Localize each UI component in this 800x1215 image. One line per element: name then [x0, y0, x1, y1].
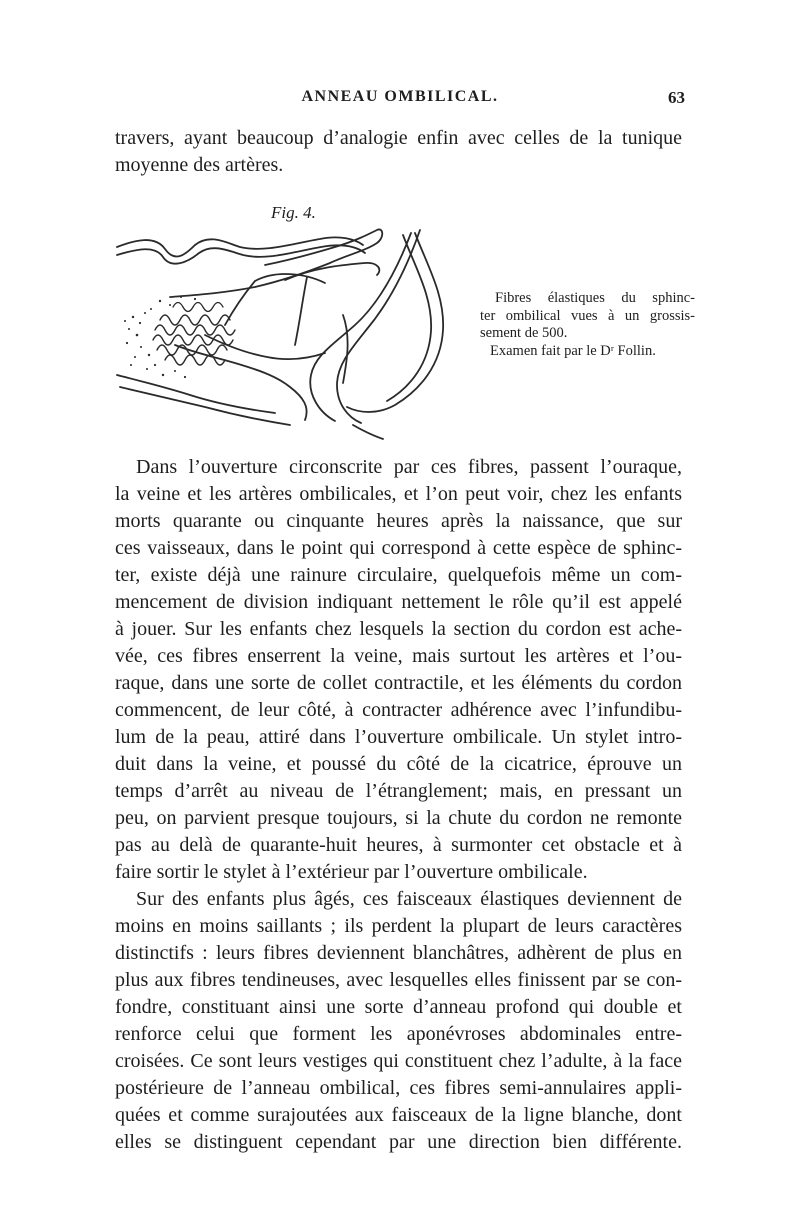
paragraph2-line: moins en moins saillants ; ils perdent la plupart de leurs caractères: [115, 915, 682, 937]
paragraph1-line: mencement de division indiquant nettement le rôle qu’il est appelé: [115, 591, 682, 613]
paragraph1-line: lum de la peau, attiré dans l’ouverture ombilicale. Un stylet intro-: [115, 726, 682, 748]
paragraph1-line: pas au delà de quarante-huit heures, à surmonter cet obstacle et à: [115, 834, 682, 856]
paragraph1-line: ter, existe déjà une rainure circulaire, quelquefois même un com-: [115, 564, 682, 586]
paragraph1-line: la veine et les artères ombilicales, et l’on peut voir, chez les enfants: [115, 483, 682, 505]
page-number: 63: [668, 88, 685, 107]
paragraph1-line: commencent, de leur côté, à contracter adhérence avec l’infundibu-: [115, 699, 682, 721]
intro-line: moyenne des artères.: [115, 154, 284, 176]
paragraph1-line: peu, on parvient presque toujours, si la chute du cordon ne remonte: [115, 807, 682, 829]
figure-label: Fig. 4.: [271, 203, 316, 222]
paragraph2-line: plus aux fibres tendineuses, avec lesquelles elles finissent par se con-: [115, 969, 682, 991]
paragraph2-line: croisées. Ce sont leurs vestiges qui constituent chez l’adulte, à la face: [115, 1050, 682, 1072]
figure-illustration: [115, 225, 470, 440]
caption-line: Fibres élastiques du sphinc-: [495, 290, 695, 306]
caption-line: ter ombilical vues à un grossis-: [480, 307, 695, 324]
page-header: [115, 88, 685, 112]
paragraph2-line: distinctifs : leurs fibres deviennent blanchâtres, adhèrent de plus en: [115, 942, 682, 964]
paragraph1-line: temps d’arrêt au niveau de l’étranglement; mais, en pressant un: [115, 780, 682, 802]
paragraph1-line: vée, ces fibres enserrent la veine, mais surtout les artères et l’ou-: [115, 645, 682, 667]
paragraph2-line: quées et comme surajoutées aux faisceaux de la ligne blanche, dont: [115, 1104, 682, 1126]
paragraph2-line: postérieure de l’anneau ombilical, ces fibres semi-annulaires appli-: [115, 1077, 682, 1099]
paragraph2-line: Sur des enfants plus âgés, ces faisceaux élastiques deviennent de: [136, 888, 682, 910]
paragraph2-line: renforce celui que forment les aponévroses abdominales entre-: [115, 1023, 682, 1045]
paragraph1-line: à jouer. Sur les enfants chez lesquels la section du cordon est ache-: [115, 618, 682, 640]
paragraph1-line: ces vaisseaux, dans le point qui correspond à cette espèce de sphinc-: [115, 537, 682, 559]
paragraph1-line: Dans l’ouverture circonscrite par ces fibres, passent l’ouraque,: [136, 456, 682, 478]
paragraph2-line: fondre, constituant ainsi une sorte d’anneau profond qui double et: [115, 996, 682, 1018]
running-title: ANNEAU OMBILICAL.: [301, 88, 499, 105]
intro-line: travers, ayant beaucoup d’analogie enfin avec celles de la tunique: [115, 127, 682, 149]
paragraph1-line: raque, dans une sorte de collet contractile, et les éléments du cordon: [115, 672, 682, 694]
paragraph1-line: morts quarante ou cinquante heures après la naissance, que sur: [115, 510, 682, 532]
caption-line: Examen fait par le Dʳ Follin.: [490, 342, 656, 359]
paragraph1-line: faire sortir le stylet à l’extérieur par l’ouverture ombilicale.: [115, 861, 588, 883]
figure-caption: [480, 290, 695, 360]
paragraph2-line: elles se distinguent cependant par une direction bien différente.: [115, 1131, 682, 1153]
caption-line: sement de 500.: [480, 325, 568, 341]
paragraph1-line: duit dans la veine, et poussé du côté de la cicatrice, éprouve un: [115, 753, 682, 775]
